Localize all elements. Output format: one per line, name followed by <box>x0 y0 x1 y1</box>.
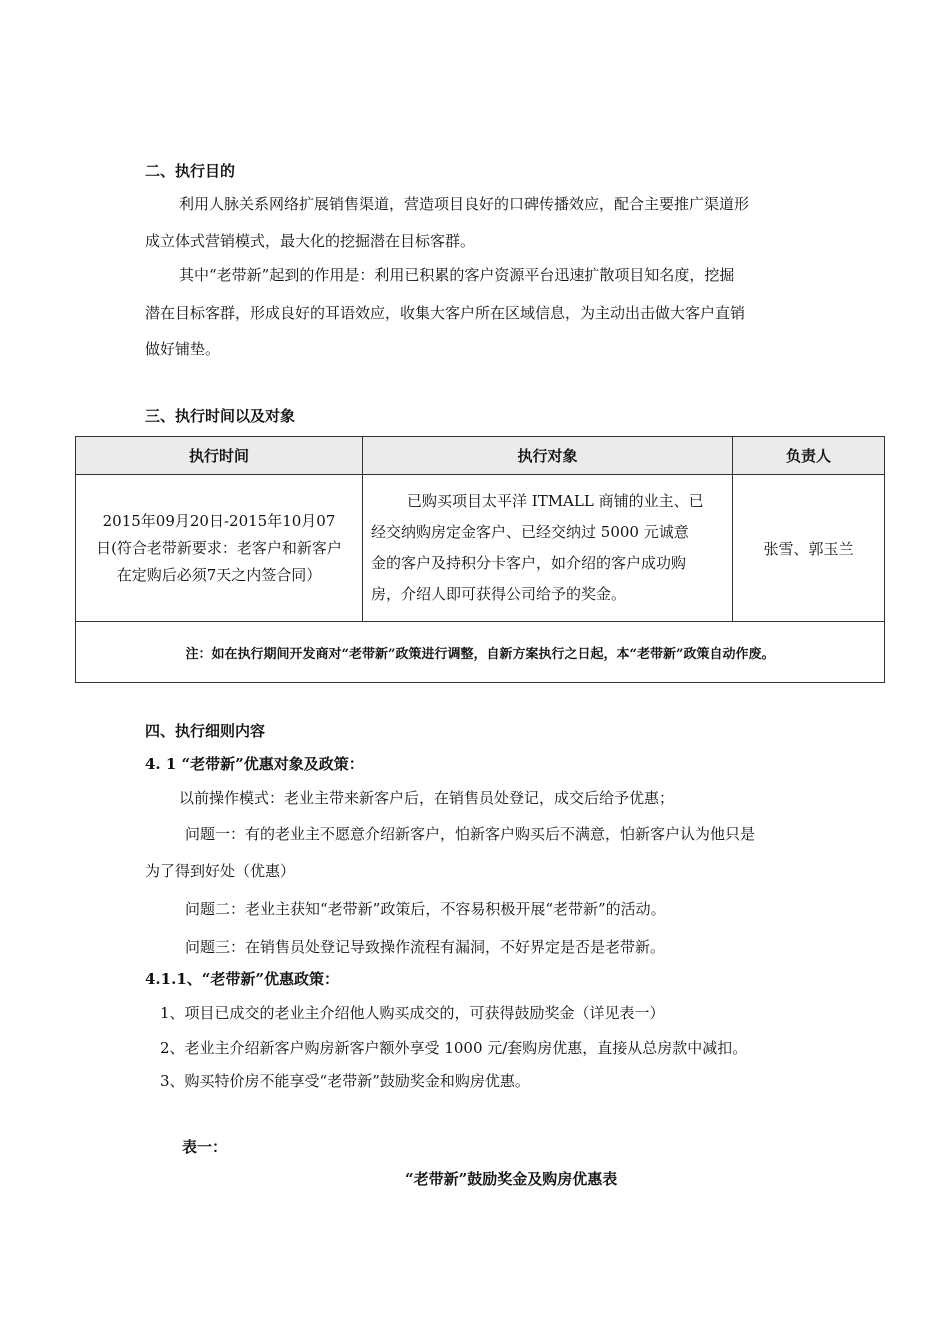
header-time: 执行时间 <box>76 437 363 475</box>
table-header-row <box>76 437 885 475</box>
paragraph-line: 以前操作模式：老业主带来新客户后，在销售员处登记，成交后给予优惠； <box>179 789 675 807</box>
target-line: 金的客户及持积分卡客户，如介绍的客户成功购 <box>371 554 687 572</box>
section-2-title: 二、执行目的 <box>145 162 236 180</box>
list-item: 2、老业主介绍新客户购房新客户额外享受 1000 元/套购房优惠，直接从总房款中减扣。 <box>160 1039 748 1057</box>
paragraph-line: 成立体式营销模式，最大化的挖掘潜在目标客群。 <box>145 232 476 250</box>
target-line: 已购买项目太平洋 ITMALL 商铺的业主、已 <box>407 492 704 510</box>
header-owner: 负责人 <box>733 437 885 475</box>
table-row <box>76 475 885 622</box>
time-line: 在定购后必须7天之内签合同） <box>116 565 322 584</box>
list-item: 1、项目已成交的老业主介绍他人购买成交的，可获得鼓励奖金（详见表一） <box>160 1004 665 1022</box>
subsection-4-1-title: 4. 1 “老带新”优惠对象及政策： <box>145 755 364 773</box>
paragraph-line: 利用人脉关系网络扩展销售渠道，营造项目良好的口碑传播效应，配合主要推广渠道形 <box>179 195 750 213</box>
paragraph-line: 问题三：在销售员处登记导致操作流程有漏洞，不好界定是否是老带新。 <box>185 938 666 956</box>
paragraph-line: 为了得到好处（优惠） <box>145 862 296 880</box>
cell-owner: 张雪、郭玉兰 <box>733 475 885 622</box>
header-target: 执行对象 <box>363 437 733 475</box>
cell-target <box>363 475 733 622</box>
cell-time <box>76 475 363 622</box>
execution-table <box>75 436 885 683</box>
subsection-4-1-1-title: 4.1.1、“老带新”优惠政策： <box>145 970 340 988</box>
policy-note: 注：如在执行期间开发商对“老带新”政策进行调整，自新方案执行之日起，本“老带新”政策自动作废。 <box>76 622 885 683</box>
paragraph-line: 其中“老带新”起到的作用是：利用已积累的客户资源平台迅速扩散项目知名度，挖掘 <box>179 266 735 284</box>
target-line: 经交纳购房定金客户、已经交纳过 5000 元诚意 <box>371 523 689 541</box>
time-line: 日(符合老带新要求：老客户和新客户 <box>96 538 342 557</box>
paragraph-line: 潜在目标客群，形成良好的耳语效应，收集大客户所在区域信息，为主动出击做大客户直销 <box>145 304 746 322</box>
target-line: 房，介绍人即可获得公司给予的奖金。 <box>371 585 627 603</box>
section-4-title: 四、执行细则内容 <box>145 722 266 740</box>
list-item: 3、购买特价房不能享受“老带新”鼓励奖金和购房优惠。 <box>160 1072 530 1090</box>
paragraph-line: 问题一：有的老业主不愿意介绍新客户，怕新客户购买后不满意，怕新客户认为他只是 <box>185 825 756 843</box>
paragraph-line: 问题二：老业主获知“老带新”政策后，不容易积极开展“老带新”的活动。 <box>185 900 666 918</box>
section-3-title: 三、执行时间以及对象 <box>145 407 296 425</box>
table-title: “老带新”鼓励奖金及购房优惠表 <box>405 1170 618 1188</box>
table-note-row <box>76 622 885 683</box>
time-line: 2015年09月20日-2015年10月07 <box>102 511 336 530</box>
table-label: 表一： <box>182 1138 228 1156</box>
paragraph-line: 做好铺垫。 <box>145 340 221 358</box>
